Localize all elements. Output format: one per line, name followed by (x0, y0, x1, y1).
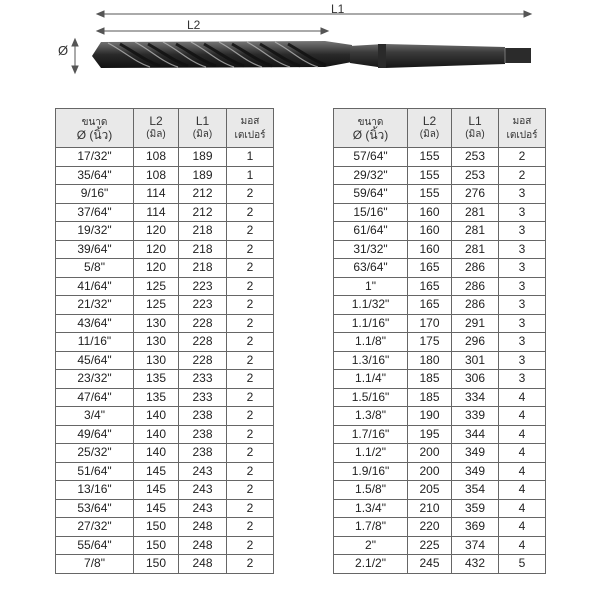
cell-taper: 1 (227, 148, 274, 167)
drill-body (92, 41, 352, 68)
cell-size: 27/32" (56, 518, 134, 537)
cell-size: 1.7/8" (334, 518, 408, 537)
cell-l2: 180 (408, 351, 452, 370)
cell-taper: 2 (227, 370, 274, 389)
cell-size: 1.1/4" (334, 370, 408, 389)
cell-l2: 145 (134, 462, 179, 481)
cell-size: 43/64" (56, 314, 134, 333)
cell-l2: 155 (408, 166, 452, 185)
cell-l1: 238 (179, 444, 227, 463)
cell-l1: 349 (452, 462, 499, 481)
header-size: ขนาด Ø (นิ้ว) (334, 109, 408, 148)
cell-l1: 296 (452, 333, 499, 352)
cell-l2: 120 (134, 222, 179, 241)
cell-l1: 374 (452, 536, 499, 555)
cell-size: 1.5/8" (334, 481, 408, 500)
cell-taper: 3 (499, 351, 546, 370)
header-l1: L1 (มิล) (452, 109, 499, 148)
header-l2: L2 (มิล) (134, 109, 179, 148)
table-row (334, 536, 546, 555)
table-row (334, 481, 546, 500)
cell-l2: 205 (408, 481, 452, 500)
cell-size: 57/64" (334, 148, 408, 167)
cell-taper: 2 (227, 425, 274, 444)
cell-l1: 276 (452, 185, 499, 204)
cell-l1: 238 (179, 407, 227, 426)
cell-taper: 2 (227, 351, 274, 370)
cell-size: 49/64" (56, 425, 134, 444)
table-body-left (56, 148, 274, 574)
cell-l2: 225 (408, 536, 452, 555)
cell-taper: 2 (227, 518, 274, 537)
cell-taper: 2 (227, 222, 274, 241)
cell-size: 29/32" (334, 166, 408, 185)
cell-taper: 2 (227, 555, 274, 574)
cell-l2: 220 (408, 518, 452, 537)
cell-l2: 145 (134, 481, 179, 500)
table-row (56, 370, 274, 389)
cell-size: 1.9/16" (334, 462, 408, 481)
table-row (334, 407, 546, 426)
cell-l1: 344 (452, 425, 499, 444)
cell-taper: 4 (499, 462, 546, 481)
cell-size: 7/8" (56, 555, 134, 574)
cell-taper: 4 (499, 481, 546, 500)
cell-l2: 165 (408, 277, 452, 296)
cell-l2: 210 (408, 499, 452, 518)
cell-l1: 248 (179, 555, 227, 574)
cell-size: 2" (334, 536, 408, 555)
header-l1: L1 (มิล) (179, 109, 227, 148)
cell-l1: 253 (452, 148, 499, 167)
table-row (56, 222, 274, 241)
cell-l1: 354 (452, 481, 499, 500)
cell-taper: 4 (499, 536, 546, 555)
cell-l2: 150 (134, 518, 179, 537)
table-row (334, 277, 546, 296)
cell-l2: 125 (134, 296, 179, 315)
cell-size: 1.1/2" (334, 444, 408, 463)
cell-taper: 4 (499, 444, 546, 463)
cell-l1: 228 (179, 333, 227, 352)
cell-taper: 2 (227, 481, 274, 500)
header-taper: มอส เตเปอร์ (499, 109, 546, 148)
cell-taper: 2 (227, 536, 274, 555)
cell-taper: 2 (227, 185, 274, 204)
cell-taper: 4 (499, 425, 546, 444)
l1-label: L1 (331, 2, 345, 16)
cell-l2: 145 (134, 499, 179, 518)
cell-size: 2.1/2" (334, 555, 408, 574)
table-row (334, 203, 546, 222)
cell-taper: 3 (499, 314, 546, 333)
table-row (56, 388, 274, 407)
table-header-row (334, 109, 546, 148)
l1-dimension-line (97, 11, 531, 17)
cell-l1: 369 (452, 518, 499, 537)
cell-taper: 2 (499, 148, 546, 167)
cell-taper: 3 (499, 222, 546, 241)
cell-l2: 165 (408, 259, 452, 278)
cell-l2: 130 (134, 314, 179, 333)
cell-taper: 3 (499, 296, 546, 315)
drill-spec-table-left (55, 108, 274, 574)
cell-taper: 2 (227, 277, 274, 296)
cell-l1: 301 (452, 351, 499, 370)
cell-size: 15/16" (334, 203, 408, 222)
table-row (334, 222, 546, 241)
cell-size: 39/64" (56, 240, 134, 259)
cell-size: 25/32" (56, 444, 134, 463)
table-row (334, 259, 546, 278)
cell-l1: 281 (452, 222, 499, 241)
cell-taper: 2 (227, 240, 274, 259)
cell-l1: 286 (452, 296, 499, 315)
cell-taper: 2 (499, 166, 546, 185)
table-row (56, 555, 274, 574)
drill-diagram (0, 0, 600, 100)
cell-size: 55/64" (56, 536, 134, 555)
cell-l1: 218 (179, 240, 227, 259)
cell-l2: 185 (408, 388, 452, 407)
cell-l1: 281 (452, 240, 499, 259)
l2-label: L2 (187, 18, 201, 32)
cell-size: 1.3/16" (334, 351, 408, 370)
cell-size: 23/32" (56, 370, 134, 389)
cell-l1: 253 (452, 166, 499, 185)
cell-l1: 218 (179, 222, 227, 241)
drill-spec-table-right (333, 108, 546, 574)
cell-l1: 349 (452, 444, 499, 463)
cell-l1: 248 (179, 518, 227, 537)
cell-size: 9/16" (56, 185, 134, 204)
cell-l2: 165 (408, 296, 452, 315)
cell-l2: 150 (134, 555, 179, 574)
table-row (56, 425, 274, 444)
cell-size: 45/64" (56, 351, 134, 370)
cell-l1: 359 (452, 499, 499, 518)
cell-l2: 170 (408, 314, 452, 333)
table-row (334, 370, 546, 389)
cell-l1: 432 (452, 555, 499, 574)
cell-l1: 281 (452, 203, 499, 222)
table-row (56, 240, 274, 259)
cell-l1: 233 (179, 370, 227, 389)
cell-l2: 200 (408, 462, 452, 481)
cell-l2: 120 (134, 259, 179, 278)
cell-l2: 130 (134, 333, 179, 352)
cell-taper: 1 (227, 166, 274, 185)
table-row (56, 407, 274, 426)
cell-l2: 135 (134, 388, 179, 407)
cell-l1: 223 (179, 296, 227, 315)
cell-l1: 291 (452, 314, 499, 333)
cell-l1: 228 (179, 351, 227, 370)
cell-l1: 339 (452, 407, 499, 426)
cell-l1: 243 (179, 462, 227, 481)
table-row (334, 148, 546, 167)
cell-l1: 212 (179, 203, 227, 222)
table-row (56, 185, 274, 204)
cell-size: 37/64" (56, 203, 134, 222)
cell-taper: 4 (499, 518, 546, 537)
cell-l1: 233 (179, 388, 227, 407)
cell-size: 41/64" (56, 277, 134, 296)
cell-l2: 160 (408, 222, 452, 241)
cell-size: 53/64" (56, 499, 134, 518)
cell-l1: 212 (179, 185, 227, 204)
table-row (56, 277, 274, 296)
cell-size: 1.7/16" (334, 425, 408, 444)
drill-shank (350, 44, 531, 68)
cell-taper: 2 (227, 499, 274, 518)
cell-l2: 120 (134, 240, 179, 259)
cell-taper: 3 (499, 240, 546, 259)
cell-l2: 175 (408, 333, 452, 352)
table-row (334, 499, 546, 518)
table-row (334, 166, 546, 185)
cell-size: 17/32" (56, 148, 134, 167)
header-size: ขนาด Ø (นิ้ว) (56, 109, 134, 148)
table-row (56, 296, 274, 315)
cell-taper: 2 (227, 203, 274, 222)
cell-taper: 2 (227, 333, 274, 352)
cell-taper: 2 (227, 388, 274, 407)
table-row (334, 425, 546, 444)
table-row (56, 314, 274, 333)
cell-taper: 3 (499, 203, 546, 222)
cell-l2: 108 (134, 166, 179, 185)
cell-size: 1.1/16" (334, 314, 408, 333)
cell-l1: 228 (179, 314, 227, 333)
cell-size: 19/32" (56, 222, 134, 241)
drill-illustration (0, 0, 600, 100)
table-row (56, 203, 274, 222)
cell-size: 1" (334, 277, 408, 296)
table-row (334, 388, 546, 407)
cell-size: 31/32" (334, 240, 408, 259)
cell-l2: 140 (134, 407, 179, 426)
cell-size: 61/64" (334, 222, 408, 241)
table-row (56, 499, 274, 518)
table-row (334, 314, 546, 333)
cell-l1: 286 (452, 259, 499, 278)
cell-l1: 248 (179, 536, 227, 555)
cell-taper: 4 (499, 407, 546, 426)
cell-taper: 2 (227, 444, 274, 463)
table-row (56, 259, 274, 278)
table-row (334, 296, 546, 315)
cell-size: 11/16" (56, 333, 134, 352)
cell-l2: 114 (134, 203, 179, 222)
cell-taper: 2 (227, 259, 274, 278)
cell-size: 1.3/8" (334, 407, 408, 426)
header-l2: L2 (มิล) (408, 109, 452, 148)
table-row (334, 351, 546, 370)
header-taper: มอส เตเปอร์ (227, 109, 274, 148)
cell-l2: 185 (408, 370, 452, 389)
cell-l1: 243 (179, 481, 227, 500)
table-row (56, 518, 274, 537)
table-row (56, 481, 274, 500)
cell-taper: 3 (499, 185, 546, 204)
table-row (56, 351, 274, 370)
cell-l1: 238 (179, 425, 227, 444)
cell-l2: 155 (408, 185, 452, 204)
cell-l2: 114 (134, 185, 179, 204)
l2-dimension-line (97, 28, 328, 34)
diameter-label: Ø (58, 43, 69, 58)
cell-size: 1.1/32" (334, 296, 408, 315)
table-row (56, 536, 274, 555)
table-header-row (56, 109, 274, 148)
table-row (334, 185, 546, 204)
cell-l2: 195 (408, 425, 452, 444)
cell-taper: 3 (499, 333, 546, 352)
cell-taper: 3 (499, 277, 546, 296)
table-row (56, 148, 274, 167)
cell-taper: 2 (227, 462, 274, 481)
cell-l2: 130 (134, 351, 179, 370)
cell-taper: 4 (499, 499, 546, 518)
cell-size: 35/64" (56, 166, 134, 185)
cell-taper: 4 (499, 388, 546, 407)
cell-size: 3/4" (56, 407, 134, 426)
cell-l1: 223 (179, 277, 227, 296)
diameter-dimension-line (72, 39, 78, 73)
cell-l2: 108 (134, 148, 179, 167)
cell-size: 63/64" (334, 259, 408, 278)
cell-taper: 2 (227, 296, 274, 315)
cell-l2: 245 (408, 555, 452, 574)
table-row (56, 166, 274, 185)
cell-l2: 190 (408, 407, 452, 426)
cell-taper: 3 (499, 259, 546, 278)
table-row (334, 240, 546, 259)
cell-l1: 243 (179, 499, 227, 518)
cell-size: 1.1/8" (334, 333, 408, 352)
cell-l2: 135 (134, 370, 179, 389)
cell-l2: 150 (134, 536, 179, 555)
cell-l2: 200 (408, 444, 452, 463)
cell-l2: 140 (134, 444, 179, 463)
table-row (334, 518, 546, 537)
cell-size: 21/32" (56, 296, 134, 315)
table-row (334, 444, 546, 463)
cell-l2: 140 (134, 425, 179, 444)
cell-size: 1.3/4" (334, 499, 408, 518)
cell-l1: 306 (452, 370, 499, 389)
cell-l1: 189 (179, 166, 227, 185)
cell-size: 13/16" (56, 481, 134, 500)
table-row (334, 462, 546, 481)
cell-l1: 218 (179, 259, 227, 278)
cell-taper: 2 (227, 407, 274, 426)
table-body-right (334, 148, 546, 574)
cell-l1: 334 (452, 388, 499, 407)
cell-taper: 3 (499, 370, 546, 389)
cell-size: 47/64" (56, 388, 134, 407)
table-row (334, 333, 546, 352)
table-row (56, 444, 274, 463)
cell-l2: 125 (134, 277, 179, 296)
cell-l1: 189 (179, 148, 227, 167)
cell-l2: 160 (408, 203, 452, 222)
cell-size: 5/8" (56, 259, 134, 278)
cell-size: 59/64" (334, 185, 408, 204)
cell-taper: 5 (499, 555, 546, 574)
table-row (56, 333, 274, 352)
table-row (334, 555, 546, 574)
cell-taper: 2 (227, 314, 274, 333)
cell-size: 1.5/16" (334, 388, 408, 407)
cell-size: 51/64" (56, 462, 134, 481)
cell-l1: 286 (452, 277, 499, 296)
table-row (56, 462, 274, 481)
cell-l2: 155 (408, 148, 452, 167)
cell-l2: 160 (408, 240, 452, 259)
